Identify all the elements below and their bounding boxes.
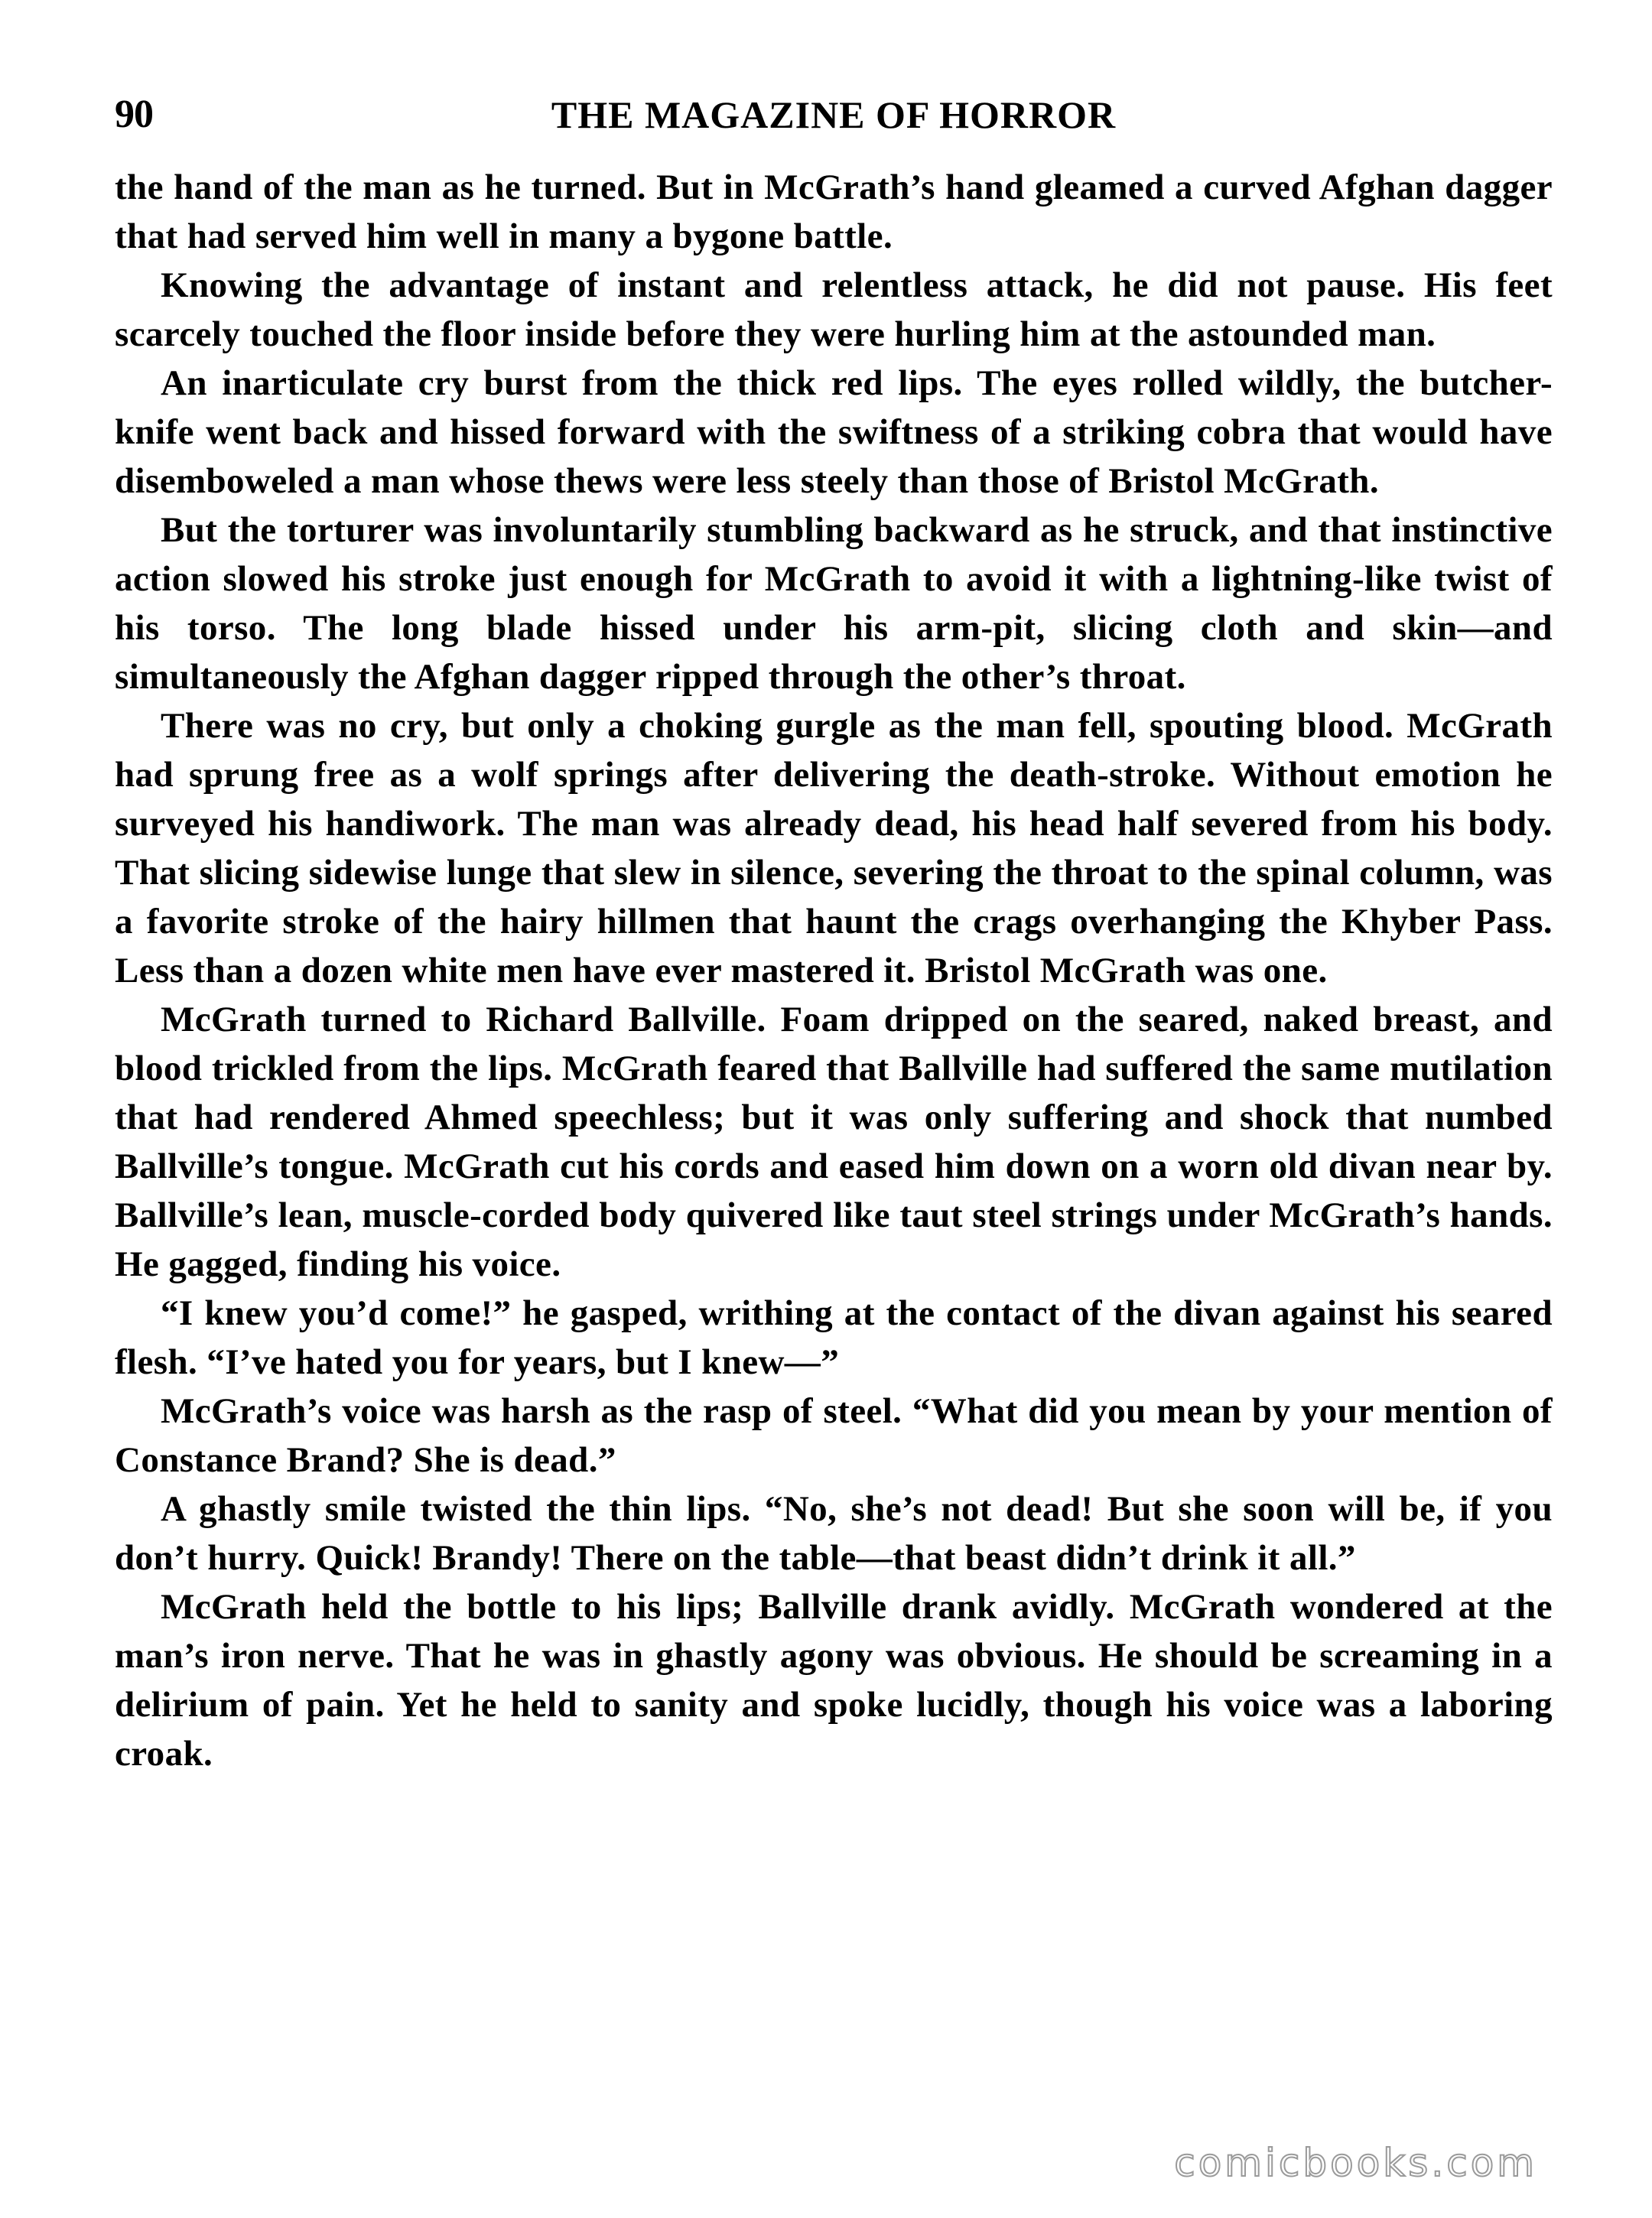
paragraph: “I knew you’d come!” he gasped, writhing at the contact of the divan against his seared flesh. “I’ve hated you for years, but I knew—” xyxy=(115,1293,1553,1382)
story-text xyxy=(115,163,1553,1778)
page-header xyxy=(115,90,1553,151)
paragraph: Knowing the advantage of instant and relentless attack, he did not pause. His feet scarcely touched the floor inside before they were hurling him at the astounded man. xyxy=(115,265,1553,354)
running-title: THE MAGAZINE OF HORROR xyxy=(551,93,1117,136)
paragraph: But the torturer was involuntarily stumbling backward as he struck, and that instinctive action slowed his stroke just enough for McGrath to avoid it with a lightning-like twist of his torso. The long blade hissed under his arm-pit, slicing cloth and skin—and simultaneously the Afghan dagger ripped through the other’s throat. xyxy=(115,510,1553,697)
page-number: 90 xyxy=(115,93,153,136)
watermark: comicbooks.com xyxy=(1174,2141,1537,2185)
paragraph: An inarticulate cry burst from the thick red lips. The eyes rolled wildly, the butcher-knife went back and hissed forward with the swiftness of a striking cobra that would have disemboweled a man whose thews were less steely than those of Bristol McGrath. xyxy=(115,363,1553,501)
paragraph-continued: the hand of the man as he turned. But in McGrath’s hand gleamed a curved Afghan dagger that had served him well in many a bygone battle. xyxy=(115,167,1553,256)
paragraph: McGrath turned to Richard Ballville. Foam dripped on the seared, naked breast, and blood trickled from the lips. McGrath feared that Ballville had suffered the same mutilation that had rendered Ahmed speechless; but it was only suffering and shock that numbed Ballville’s tongue. McGrath cut his cords and eased him down on a worn old divan near by. Ballville’s lean, muscle-corded body quivered like taut steel strings under McGrath’s hands. He gagged, finding his voice. xyxy=(115,1000,1553,1284)
paragraph: McGrath held the bottle to his lips; Ballville drank avidly. McGrath wondered at the man’s iron nerve. That he was in ghastly agony was obvious. He should be screaming in a delirium of pain. Yet he held to sanity and spoke lucidly, though his voice was a laboring croak. xyxy=(115,1587,1553,1774)
paragraph: There was no cry, but only a choking gurgle as the man fell, spouting blood. McGrath had sprung free as a wolf springs after delivering the death-stroke. Without emotion he surveyed his handiwork. The man was already dead, his head half severed from his body. That slicing sidewise lunge that slew in silence, severing the throat to the spinal column, was a favorite stroke of the hairy hillmen that haunt the crags overhanging the Khyber Pass. Less than a dozen white men have ever mastered it. Bristol McGrath was one. xyxy=(115,706,1553,990)
paragraph: A ghastly smile twisted the thin lips. “No, she’s not dead! But she soon will be, if you don’t hurry. Quick! Brandy! There on the table—that beast didn’t drink it all.” xyxy=(115,1489,1553,1578)
paragraph: McGrath’s voice was harsh as the rasp of steel. “What did you mean by your mention of Constance Brand? She is dead.” xyxy=(115,1391,1553,1480)
